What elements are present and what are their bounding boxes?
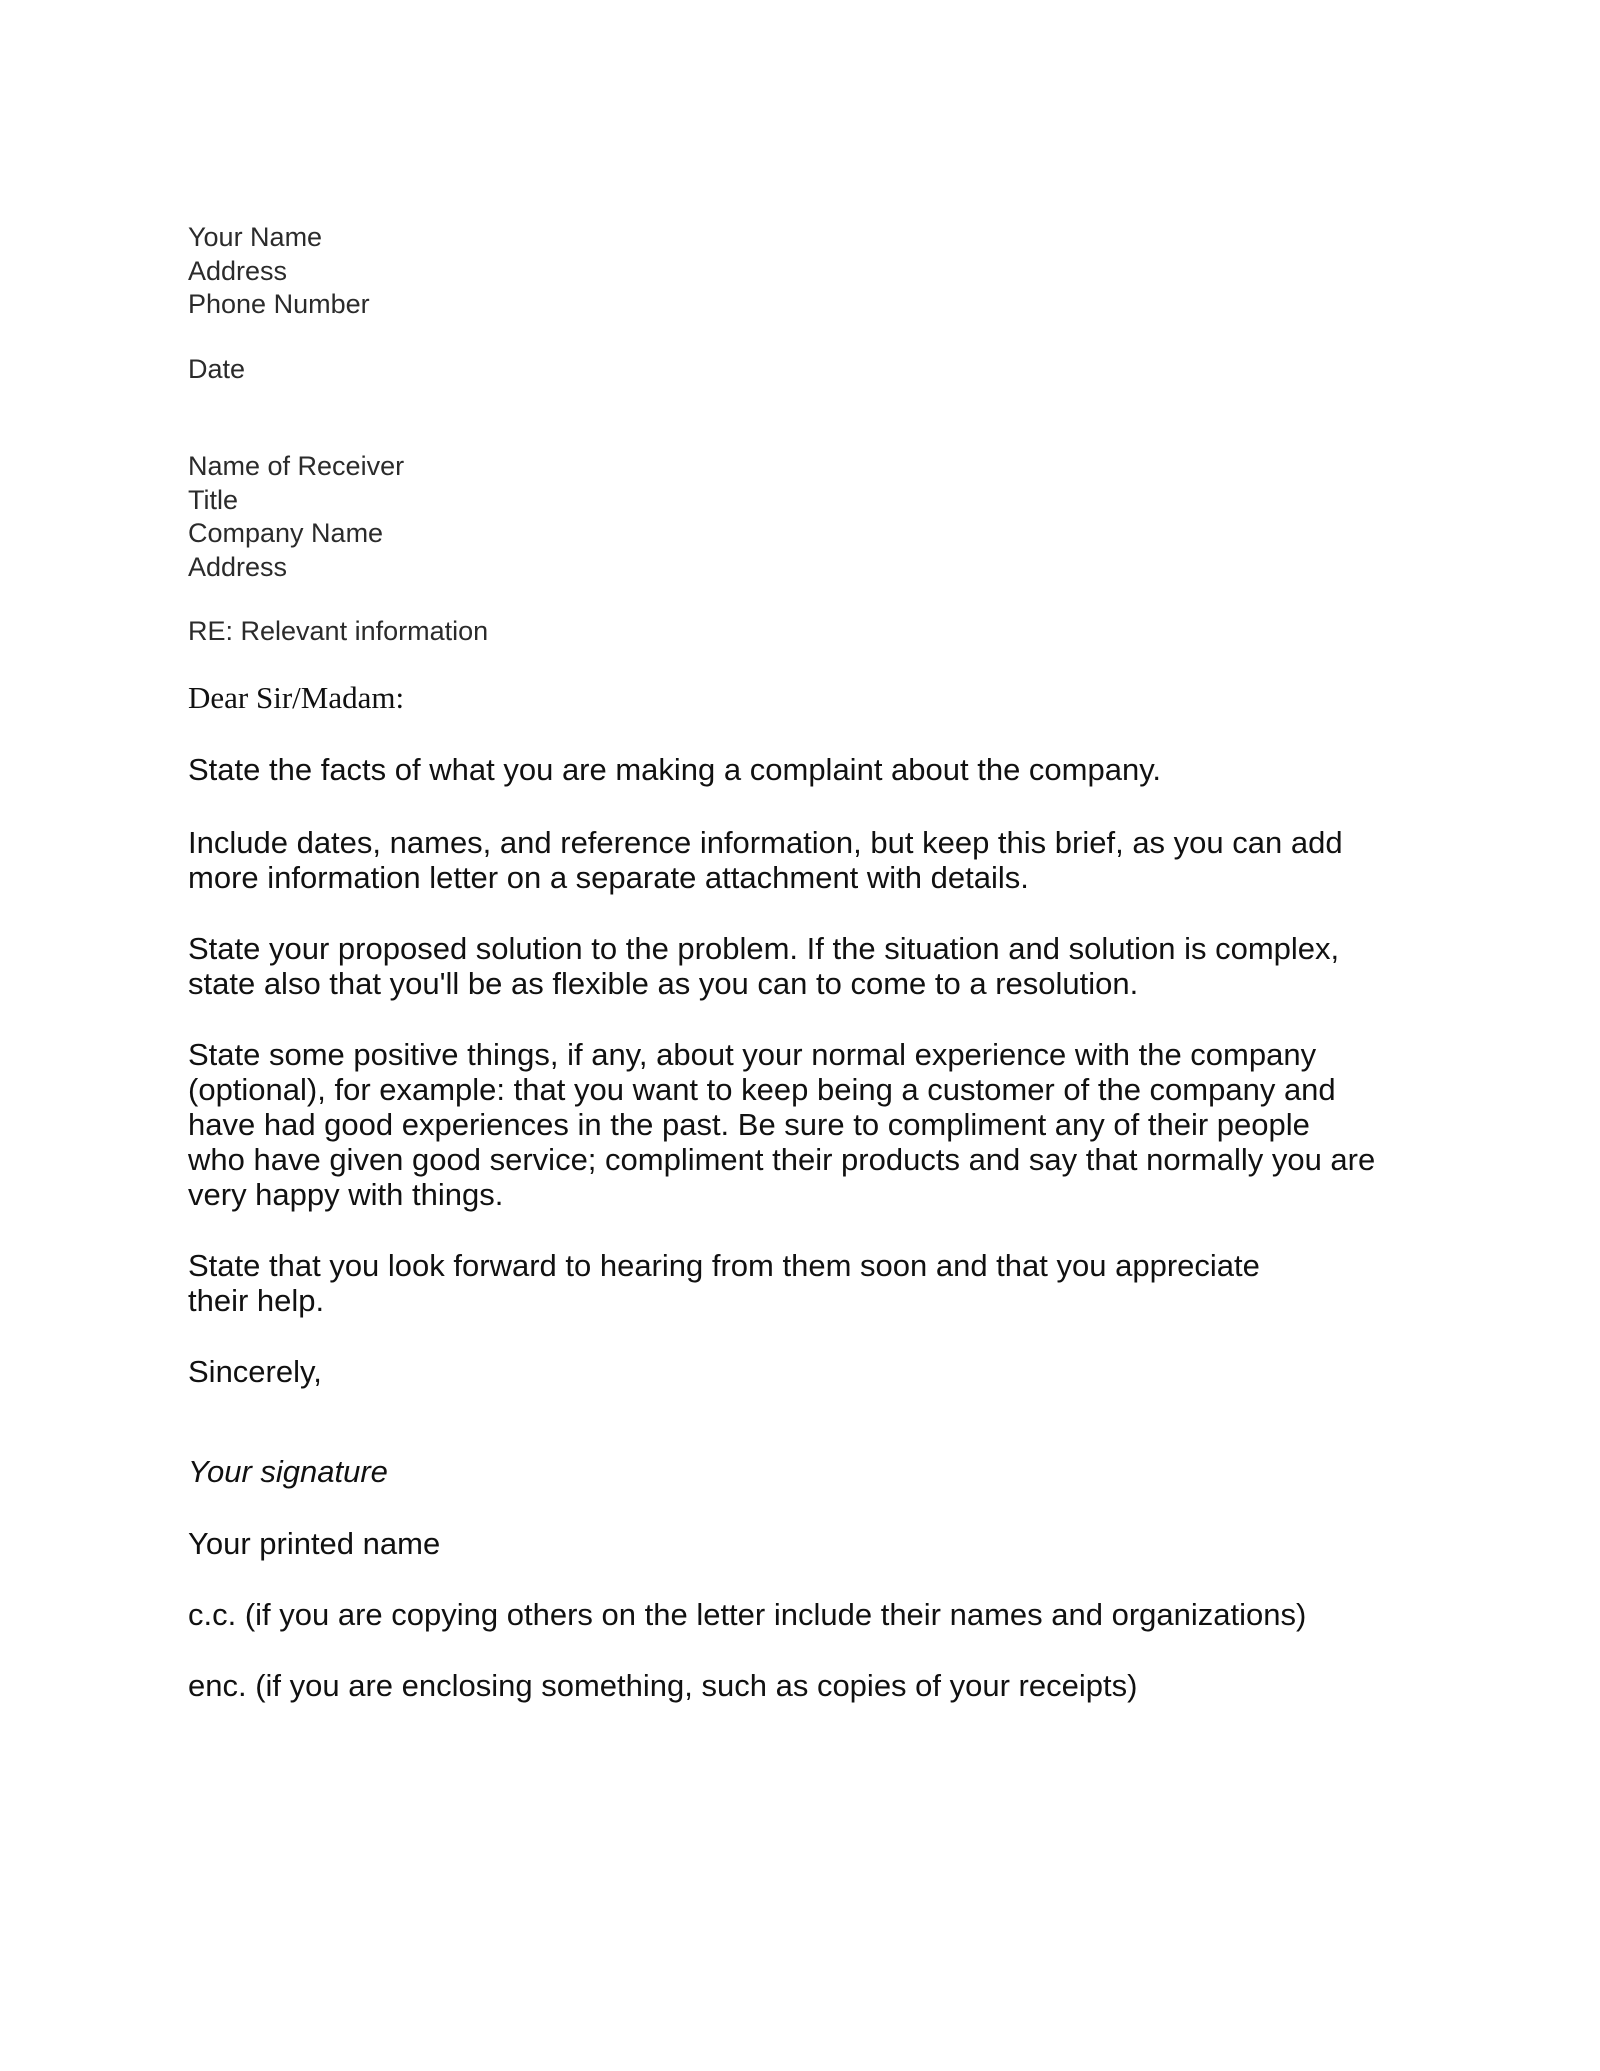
closing [188, 1354, 322, 1389]
paragraph-2 [188, 825, 1343, 895]
printed-name [188, 1526, 440, 1561]
paragraph-line: Include dates, names, and reference information, but keep this brief, as you can add [188, 825, 1343, 860]
cc-text: c.c. (if you are copying others on the letter include their names and organizations) [188, 1597, 1307, 1632]
paragraph-line: State your proposed solution to the problem. If the situation and solution is complex, [188, 931, 1340, 966]
re-text: RE: Relevant information [188, 616, 489, 646]
receiver-block [188, 450, 404, 584]
paragraph-line: State that you look forward to hearing from them soon and that you appreciate [188, 1248, 1260, 1283]
paragraph-line: their help. [188, 1283, 325, 1318]
signature-text: Your signature [188, 1454, 388, 1489]
receiver-name: Name of Receiver [188, 451, 405, 481]
paragraph-4 [188, 1037, 1375, 1212]
signature [188, 1454, 388, 1489]
paragraph-1 [188, 752, 1161, 787]
paragraph-line: State the facts of what you are making a complaint about the company. [188, 752, 1162, 787]
sender-block [188, 221, 370, 322]
enc-text: enc. (if you are enclosing something, such as copies of your receipts) [188, 1668, 1138, 1703]
salutation-text: Dear Sir/Madam: [188, 680, 405, 715]
sender-address: Address [188, 255, 288, 286]
date-block [188, 353, 245, 387]
sender-phone: Phone Number [188, 289, 370, 319]
paragraph-line: state also that you'll be as flexible as you can to come to a resolution. [188, 966, 1139, 1001]
receiver-address: Address [188, 551, 288, 582]
cc-line [188, 1597, 1306, 1632]
paragraph-line: have had good experiences in the past. Be sure to compliment any of their people [188, 1107, 1310, 1142]
closing-text: Sincerely, [188, 1354, 322, 1389]
paragraph-line: State some positive things, if any, about your normal experience with the company [188, 1037, 1317, 1072]
paragraph-5 [188, 1248, 1260, 1318]
printed-name-text: Your printed name [188, 1526, 441, 1561]
paragraph-line: who have given good service; compliment their products and say that normally you are [188, 1142, 1376, 1177]
receiver-title: Title [188, 484, 239, 515]
paragraph-line: more information letter on a separate attachment with details. [188, 860, 1029, 895]
paragraph-line: (optional), for example: that you want to keep being a customer of the company and [188, 1072, 1336, 1107]
paragraph-line: very happy with things. [188, 1177, 504, 1212]
sender-name: Your Name [188, 222, 323, 252]
receiver-company: Company Name [188, 518, 384, 548]
salutation [188, 680, 404, 715]
enc-line [188, 1668, 1137, 1703]
re-line [188, 615, 488, 649]
letter-date: Date [188, 354, 246, 384]
paragraph-3 [188, 931, 1339, 1001]
